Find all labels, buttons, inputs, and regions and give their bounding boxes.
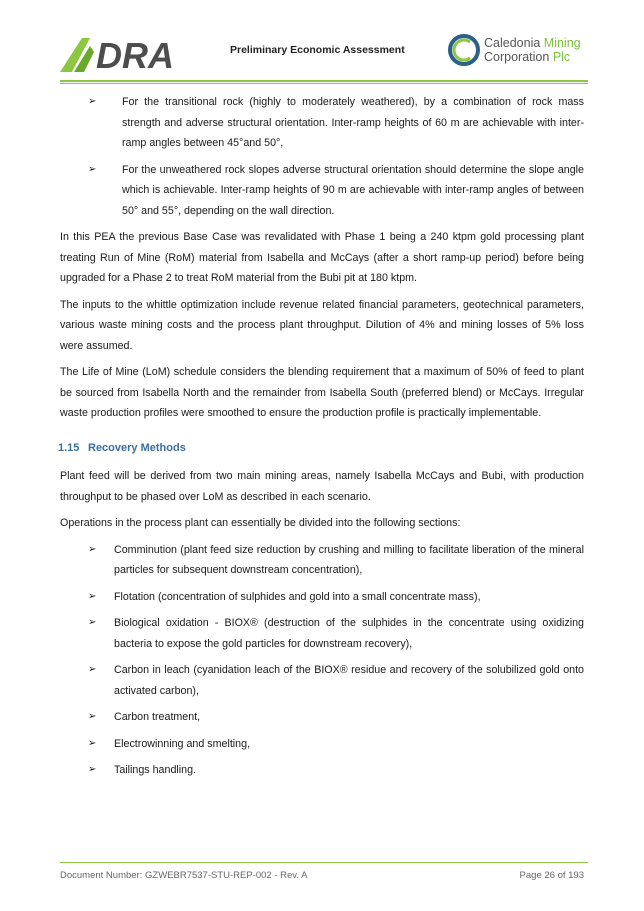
- bullet-arrow-icon: ➢: [88, 764, 97, 775]
- caledonia-swirl-icon: [448, 34, 480, 66]
- page-body: [60, 92, 584, 787]
- bullet-text: For the transitional rock (highly to moderately weathered), by a combination of rock mass strength and adverse structural orientation. Inter-ramp heights of 60 m are achievable with inter-ramp angles between 45°and 50°,: [122, 96, 584, 149]
- section-heading: [58, 438, 584, 459]
- bullet-arrow-icon: ➢: [88, 737, 97, 749]
- header-rule-thin: [60, 83, 588, 84]
- logo-word-corporation: Corporation: [484, 50, 550, 64]
- bullet-text: Biological oxidation - BIOX® (destruction of the sulphides in the concentrate using oxidizing bacteria to expose the gold particles for downstream recovery),: [114, 617, 584, 650]
- bullet-arrow-icon: ➢: [88, 711, 97, 722]
- list-item: [60, 540, 584, 581]
- dra-logo: [60, 34, 200, 74]
- section-number: 1.15: [58, 441, 80, 454]
- bullet-text: Comminution (plant feed size reduction by crushing and milling to facilitate liberation of the mineral particles for subsequent downstream concentration),: [114, 543, 584, 576]
- dra-logo-text: DRA: [96, 35, 174, 74]
- bullet-arrow-icon: ➢: [88, 543, 97, 555]
- paragraph: In this PEA the previous Base Case was revalidated with Phase 1 being a 240 ktpm gold processing plant treating Run of Mine (RoM) material from Isabella and McCays (after a short ramp-up period) before being upgraded for a Phase 2 to treat RoM material from the Bubi pit at 180 ktpm.: [60, 231, 584, 284]
- list-item: [60, 613, 584, 654]
- list-item: [60, 660, 584, 701]
- caledonia-logo: [448, 32, 588, 72]
- paragraph: The inputs to the whittle optimization include revenue related financial parameters, geotechnical parameters, various waste mining costs and the process plant throughput. Dilution of 4% and mining losses of 5% loss were assumed.: [60, 298, 584, 352]
- bullet-arrow-icon: ➢: [88, 590, 97, 602]
- bullet-text: Carbon treatment,: [114, 711, 201, 723]
- logo-word-caledonia: Caledonia: [484, 36, 541, 50]
- page-header: [60, 28, 588, 78]
- paragraph: Plant feed will be derived from two main mining areas, namely Isabella McCays and Bubi, with production throughput to be phased over LoM as described in each scenario.: [60, 470, 584, 503]
- logo-word-plc: Plc: [552, 50, 571, 64]
- list-item: [60, 92, 584, 154]
- header-rule: [60, 80, 588, 82]
- bullet-text: Carbon in leach (cyanidation leach of the BIOX® residue and recovery of the solubilized gold onto activated carbon),: [114, 664, 584, 697]
- paragraph: The Life of Mine (LoM) schedule considers the blending requirement that a maximum of 50% of feed to plant be sourced from Isabella North and the remainder from Isabella South (preferred blend) or McCays. Irregular waste production profiles were smoothed to ensure the production profile is practically implementable.: [60, 366, 584, 419]
- list-item: [60, 160, 584, 222]
- logo-word-mining: Mining: [543, 36, 581, 50]
- list-item: [60, 587, 584, 608]
- bullet-text: Flotation (concentration of sulphides and gold into a small concentrate mass),: [114, 590, 481, 603]
- list-item: [60, 734, 584, 755]
- document-title: Preliminary Economic Assessment: [230, 44, 405, 56]
- bullet-text: Electrowinning and smelting,: [114, 737, 251, 750]
- bullet-arrow-icon: ➢: [88, 96, 97, 107]
- bullet-text: For the unweathered rock slopes adverse structural orientation should determine the slope angle which is achievable. Inter-ramp heights of 90 m are achievable with inter-ramp angles of between 50° and 55°, depending on the wall direction.: [122, 163, 584, 217]
- document-number: Document Number: GZWEBR7537-STU-REP-002 - Rev. A: [60, 870, 308, 881]
- bullet-text: Tailings handling.: [114, 764, 196, 776]
- page-number: Page 26 of 193: [519, 870, 584, 881]
- section-title: Recovery Methods: [88, 441, 186, 454]
- bullet-arrow-icon: ➢: [88, 617, 97, 628]
- bullet-arrow-icon: ➢: [88, 664, 97, 675]
- paragraph: Operations in the process plant can essentially be divided into the following sections:: [60, 517, 461, 529]
- footer-rule: [60, 862, 588, 863]
- list-item: [60, 707, 584, 728]
- list-item: [60, 760, 584, 781]
- bullet-arrow-icon: ➢: [88, 163, 97, 175]
